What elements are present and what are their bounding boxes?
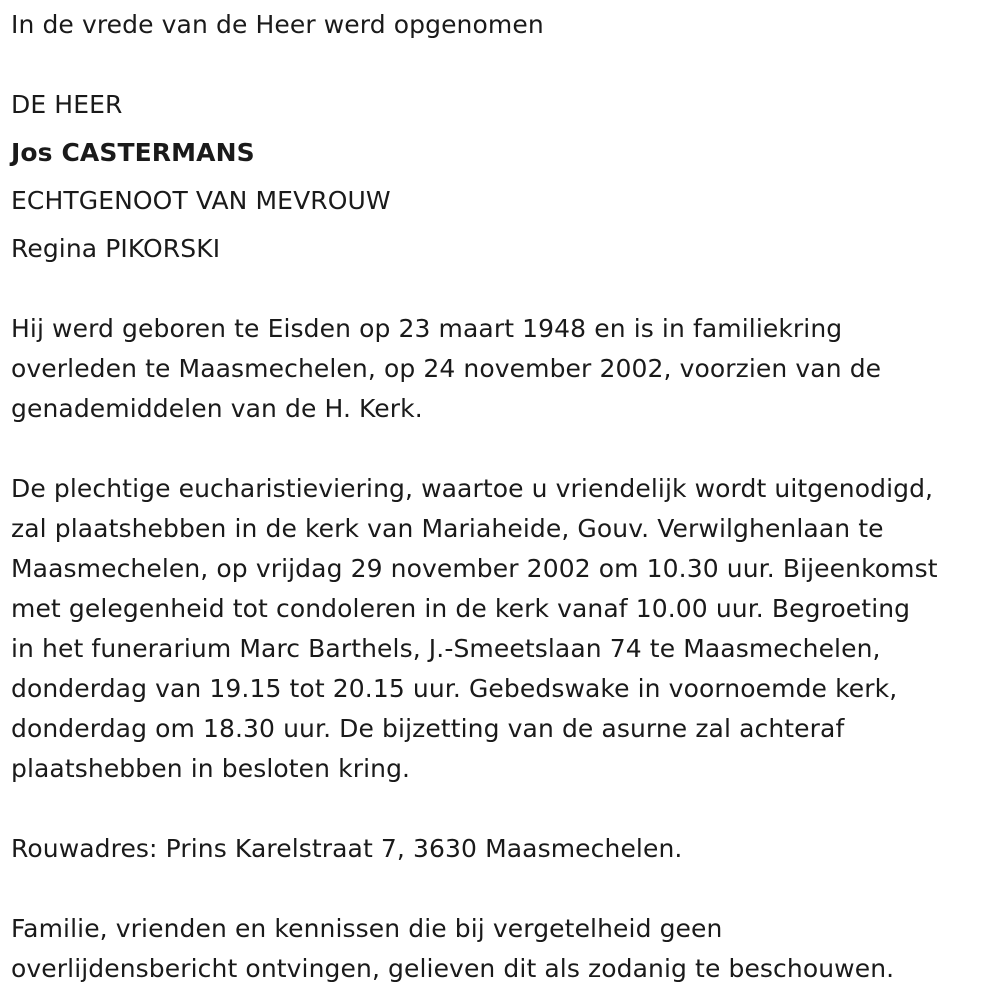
spouse-label: ECHTGENOOT VAN MEVROUW xyxy=(11,186,391,215)
ceremony-paragraph xyxy=(11,469,938,789)
ceremony-line: donderdag om 18.30 uur. De bijzetting van de asurne zal achteraf xyxy=(11,714,845,743)
deceased-name: Jos CASTERMANS xyxy=(11,138,255,167)
ceremony-line: in het funerarium Marc Barthels, J.-Smeetslaan 74 te Maasmechelen, xyxy=(11,634,881,663)
spouse-name: Regina PIKORSKI xyxy=(11,234,221,263)
closing-paragraph xyxy=(11,909,894,989)
title-prefix: DE HEER xyxy=(11,90,123,119)
birth-line: genademiddelen van de H. Kerk. xyxy=(11,394,423,423)
ceremony-line: donderdag van 19.15 tot 20.15 uur. Gebedswake in voornoemde kerk, xyxy=(11,674,898,703)
birth-line: overleden te Maasmechelen, op 24 november 2002, voorzien van de xyxy=(11,354,882,383)
closing-line: overlijdensbericht ontvingen, gelieven dit als zodanig te beschouwen. xyxy=(11,954,895,983)
ceremony-line: met gelegenheid tot condoleren in de kerk vanaf 10.00 uur. Begroeting xyxy=(11,594,911,623)
intro-line: In de vrede van de Heer werd opgenomen xyxy=(11,10,544,39)
closing-line: Familie, vrienden en kennissen die bij vergetelheid geen xyxy=(11,914,723,943)
ceremony-line: Maasmechelen, op vrijdag 29 november 2002 om 10.30 uur. Bijeenkomst xyxy=(11,554,938,583)
birth-paragraph xyxy=(11,309,881,429)
ceremony-line: De plechtige eucharistieviering, waartoe u vriendelijk wordt uitgenodigd, xyxy=(11,474,934,503)
ceremony-line: zal plaatshebben in de kerk van Mariaheide, Gouv. Verwilghenlaan te xyxy=(11,514,884,543)
ceremony-line: plaatshebben in besloten kring. xyxy=(11,754,411,783)
address-line: Rouwadres: Prins Karelstraat 7, 3630 Maasmechelen. xyxy=(11,834,683,863)
birth-line: Hij werd geboren te Eisden op 23 maart 1948 en is in familiekring xyxy=(11,314,843,343)
